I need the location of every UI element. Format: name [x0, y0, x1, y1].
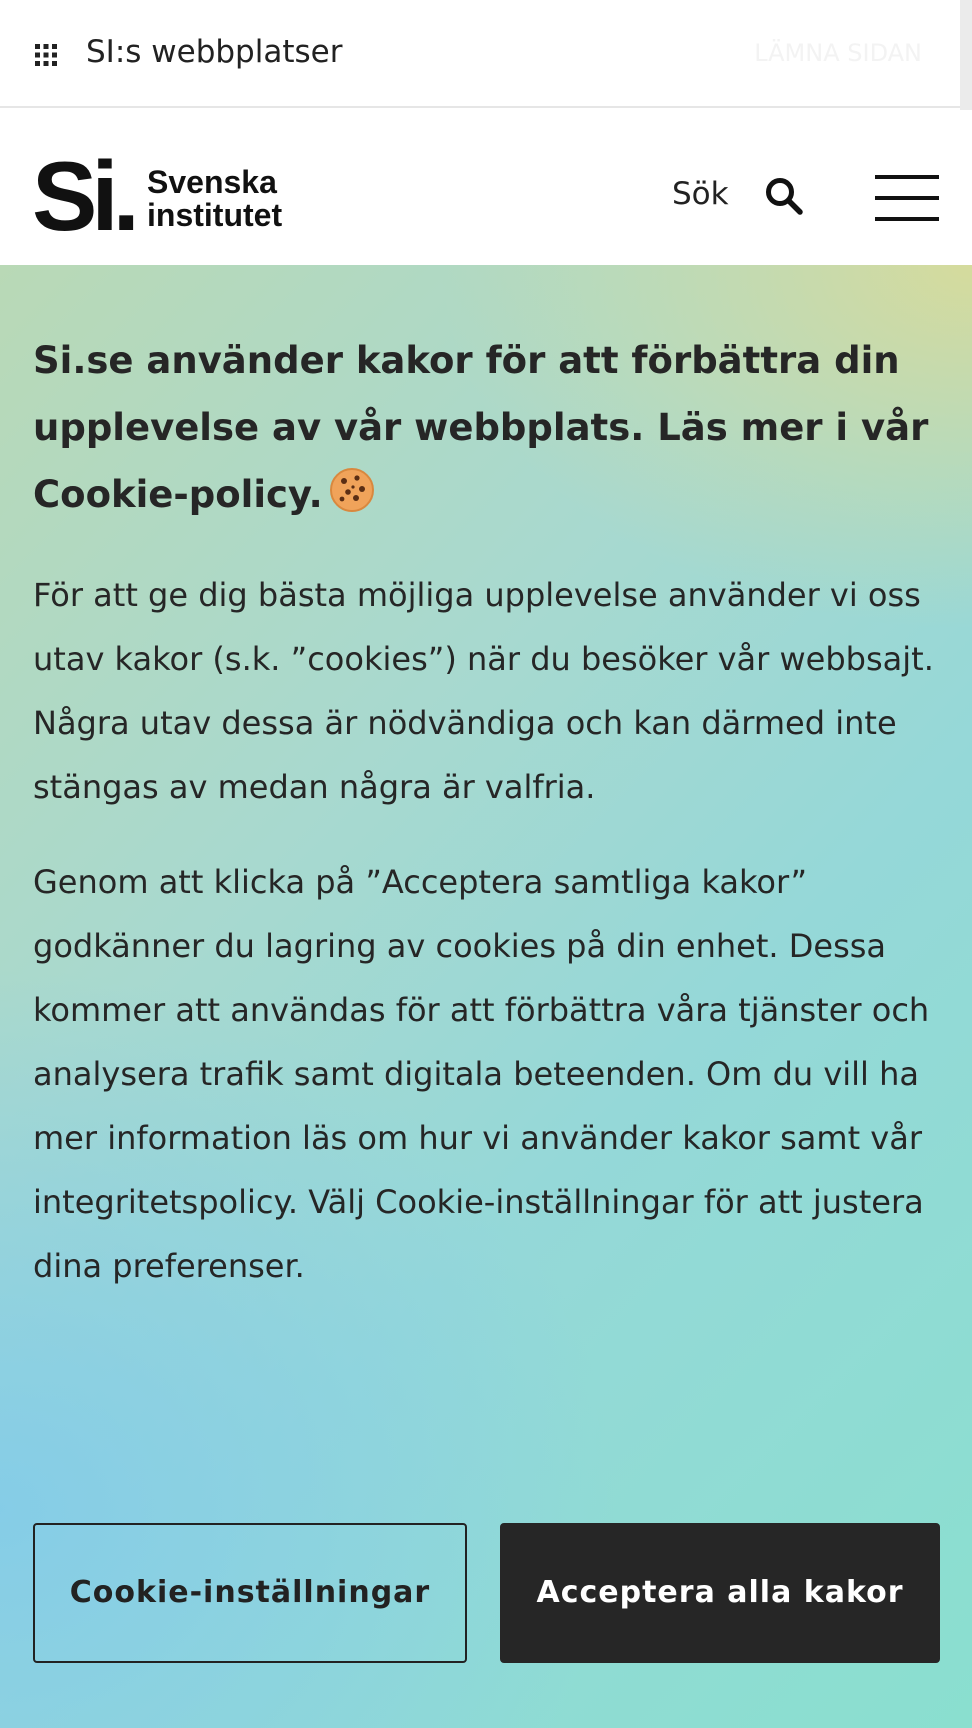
cookie-consent-panel: [0, 265, 972, 1728]
cookie-title: [33, 327, 943, 528]
cookie-title-text: Si.se använder kakor för att förbättra din upplevelse av vår webbplats. Läs mer i vår Cookie-policy.: [33, 339, 929, 516]
accept-all-cookies-button[interactable]: Acceptera alla kakor: [500, 1523, 940, 1663]
logo-line-1: Svenska: [147, 164, 277, 200]
logo-line-2: institutet: [147, 197, 283, 233]
menu-bar-bottom: [875, 217, 939, 221]
site-switcher-bar: [0, 0, 972, 108]
logo-mark: Si.: [32, 141, 134, 251]
site-switcher-label[interactable]: SI:s webbplatser: [86, 34, 343, 70]
main-header: [0, 110, 972, 265]
search-label[interactable]: Sök: [672, 176, 729, 212]
logo-wordmark: [147, 166, 282, 232]
grid-icon[interactable]: [35, 44, 57, 66]
menu-icon[interactable]: [875, 175, 939, 221]
cookie-settings-button[interactable]: Cookie-inställningar: [33, 1523, 467, 1663]
menu-bar-middle: [875, 196, 939, 200]
leave-site-link[interactable]: LÄMNA SIDAN: [754, 39, 922, 67]
cookie-paragraph-1: För att ge dig bästa möjliga upplevelse använder vi oss utav kakor (s.k. ”cookies”) när du besöker vår webbsajt. Några utav dessa är nödvändiga och kan därmed inte stängas av medan några är valfria.: [33, 576, 934, 806]
cookie-emoji-icon: [329, 467, 375, 513]
search-icon[interactable]: [764, 176, 804, 216]
cookie-paragraph-2: Genom att klicka på ”Acceptera samtliga kakor” godkänner du lagring av cookies på din enhet. Dessa kommer att användas för att förbättra våra tjänster och analysera trafik samt digitala beteenden. Om du vill ha mer information läs om hur vi använder kakor samt vår integritetspolicy. Välj Cookie-inställningar för att justera dina preferenser.: [33, 863, 930, 1285]
menu-bar-top: [875, 175, 939, 179]
